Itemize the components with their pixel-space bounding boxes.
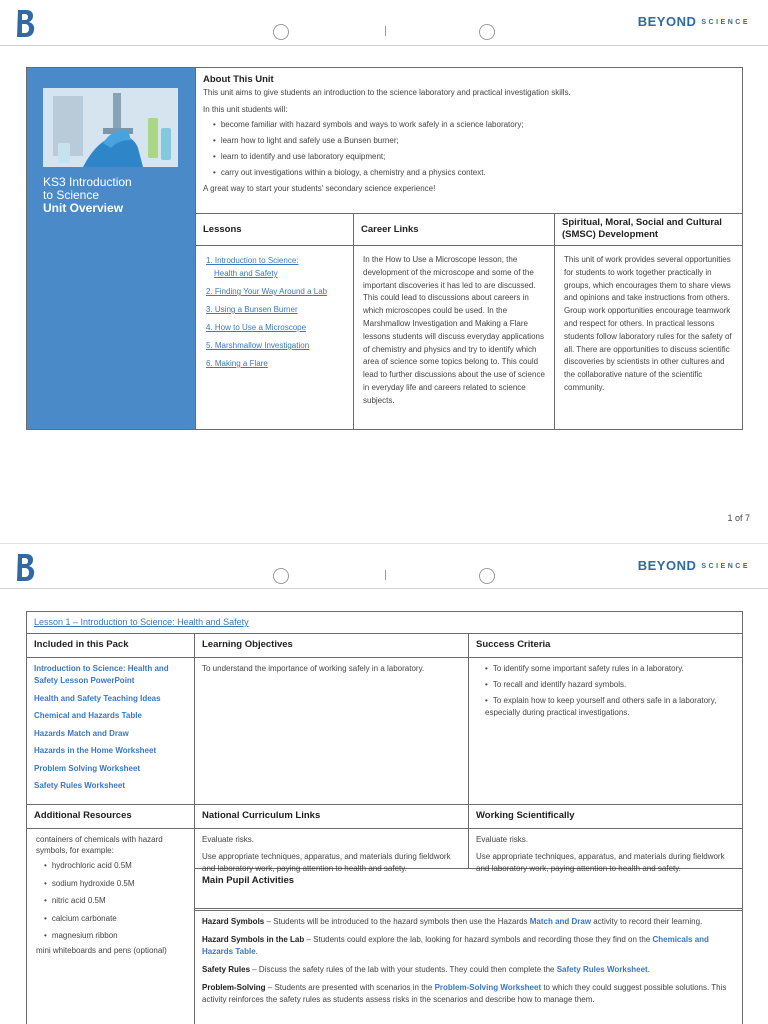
resources-list — [27, 829, 195, 1024]
list-item: • sodium hydroxide 0.5M — [44, 878, 187, 890]
punch-hole-icon — [273, 568, 289, 584]
about-bullets — [213, 119, 735, 178]
page-header-1 — [0, 0, 768, 46]
list-item: • become familiar with hazard symbols and ways to work safely in a science laboratory; — [213, 119, 735, 130]
lesson-link-5[interactable]: 5. Marshmallow Investigation — [206, 341, 310, 350]
unit-sidebar — [27, 68, 195, 429]
lesson1-title-link[interactable]: Lesson 1 – Introduction to Science: Health and Safety — [34, 617, 249, 627]
lesson1-table — [26, 611, 743, 1024]
about-unit — [195, 68, 742, 213]
brand-wordmark: BEYOND SCIENCE — [637, 14, 750, 29]
list-item: • learn how to light and safely use a Bunsen burner; — [213, 135, 735, 146]
list-item: • To explain how to keep yourself and others safe in a laboratory, especially during practical investigations. — [485, 695, 735, 719]
activity-hazard-lab: Hazard Symbols in the Lab – Students could explore the lab, looking for hazard symbols and recording those they find on the Chemicals and Hazards Table. — [202, 935, 709, 956]
punch-hole-icon — [479, 24, 495, 40]
working-text: Evaluate risks. Use appropriate techniques, apparatus, and materials during fieldwork and laboratory work, paying attention to health and safety. — [469, 829, 742, 869]
center-mark — [385, 26, 386, 36]
success-header: Success Criteria — [469, 634, 742, 658]
resources-extra: mini whiteboards and pens (optional) — [36, 946, 167, 955]
pack-link-chemical-table[interactable]: Chemical and Hazards Table — [34, 711, 142, 720]
smsc-header: Spiritual, Moral, Social and Cultural (SMSC) Development — [554, 213, 742, 246]
resources-intro: containers of chemicals with hazard symbols, for example: — [36, 835, 163, 855]
pack-link-home-worksheet[interactable]: Hazards in the Home Worksheet — [34, 746, 157, 755]
punch-hole-icon — [273, 24, 289, 40]
center-mark — [385, 570, 386, 580]
page-number: 1 of 7 — [727, 513, 750, 523]
working-header: Working Scientifically — [469, 805, 742, 829]
pack-link-problem-solving[interactable]: Problem Solving Worksheet — [34, 763, 141, 773]
pack-header: Included in this Pack — [27, 634, 195, 658]
beyond-logo-icon — [14, 552, 36, 582]
smsc-text: This unit of work provides several opportunities for students to work together practically in groups, which encourages them to share views and opinions and take instructions from others. Group work opportunities encourage teamwork and respect for others. In practical lessons students follow laboratory rules for the safety of all. There are opportunities to discuss scientific discoveries by scientists in other cultures and the collaborative nature of the scientific community. — [554, 246, 742, 429]
career-text: In the How to Use a Microscope lesson, the development of the microscope and some of the important discoveries it has led to are discussed. This could lead to discussions about careers in which microscopes could be used. In the Marshmallow Investigation and Making a Flare lessons students will discuss everyday applications of chemistry and physics and try to identify which area of science some topics belong to. This could lead to further discussions about the use of science in everyday life and careers related to science subjects. — [353, 246, 554, 429]
page-header-2 — [0, 543, 768, 589]
objectives-text: To understand the importance of working safely in a laboratory. — [195, 658, 469, 805]
lab-photo — [43, 88, 178, 167]
list-item: • calcium carbonate — [44, 913, 187, 925]
activities-text — [195, 910, 742, 1024]
pack-link-match-draw[interactable]: Hazards Match and Draw — [34, 728, 129, 738]
lesson-link-3[interactable]: 3. Using a Bunsen Burner — [206, 305, 298, 314]
pack-link-powerpoint[interactable]: Introduction to Science: Health and Safety Lesson PowerPoint — [34, 664, 169, 685]
pack-list — [27, 658, 195, 805]
beyond-logo-icon — [14, 8, 36, 38]
lab-illustration-icon — [43, 88, 178, 167]
success-list — [469, 658, 742, 805]
about-heading: About This Unit — [203, 74, 274, 85]
brand-wordmark: BEYOND SCIENCE — [637, 558, 750, 573]
curriculum-text: Evaluate risks. Use appropriate techniques, apparatus, and materials during fieldwork and laboratory work, paying attention to health and safety. — [195, 829, 469, 869]
lesson-link-6[interactable]: 6. Making a Flare — [206, 359, 268, 368]
list-item: • magnesium ribbon — [44, 930, 187, 942]
list-item: • carry out investigations within a biology, a chemistry and a physics context. — [213, 167, 735, 178]
lesson-link-1-cont[interactable]: Health and Safety — [214, 269, 278, 278]
lesson-link-2[interactable]: 2. Finding Your Way Around a Lab — [206, 287, 328, 296]
activity-safety-rules: Safety Rules – Discuss the safety rules of the lab with your students. They could then complete the Safety Rules Worksheet. — [202, 965, 650, 974]
about-closing: A great way to start your students' secondary science experience! — [203, 184, 436, 193]
activity-hazard-symbols: Hazard Symbols – Students will be introduced to the hazard symbols then use the Hazards Match and Draw activity to record their learning. — [202, 917, 703, 926]
career-header: Career Links — [353, 213, 554, 246]
lesson-link-4[interactable]: 4. How to Use a Microscope — [206, 323, 307, 332]
unit-title: KS3 Introduction to Science Unit Overview — [43, 175, 132, 215]
list-item: • To recall and identify hazard symbols. — [485, 679, 735, 691]
lesson1-title-cell — [27, 612, 742, 634]
about-will: In this unit students will: — [203, 105, 288, 114]
unit-overview-table — [26, 67, 743, 430]
activities-header: Main Pupil Activities — [195, 869, 742, 909]
list-item: • nitric acid 0.5M — [44, 895, 187, 907]
pack-link-safety-rules[interactable]: Safety Rules Worksheet — [34, 781, 125, 790]
objectives-header: Learning Objectives — [195, 634, 469, 658]
pack-link-teaching-ideas[interactable]: Health and Safety Teaching Ideas — [34, 693, 161, 703]
lessons-list — [195, 246, 353, 429]
activity-problem-solving: Problem-Solving – Students are presented with scenarios in the Problem-Solving Worksheet to which they could suggest possible solutions. This activity reinforces the safety rules as students assess risks in the scenarios and describe how to manage them. — [202, 983, 727, 1004]
about-intro: This unit aims to give students an introduction to the science laboratory and practical investigation skills. — [203, 88, 571, 97]
punch-hole-icon — [479, 568, 495, 584]
lesson-link-1[interactable]: 1. Introduction to Science: — [206, 256, 299, 265]
lessons-header: Lessons — [195, 213, 353, 246]
list-item: • To identify some important safety rules in a laboratory. — [485, 663, 735, 675]
curriculum-header: National Curriculum Links — [195, 805, 469, 829]
list-item: • learn to identify and use laboratory equipment; — [213, 151, 735, 162]
resources-header: Additional Resources — [27, 805, 195, 829]
list-item: • hydrochloric acid 0.5M — [44, 860, 187, 872]
